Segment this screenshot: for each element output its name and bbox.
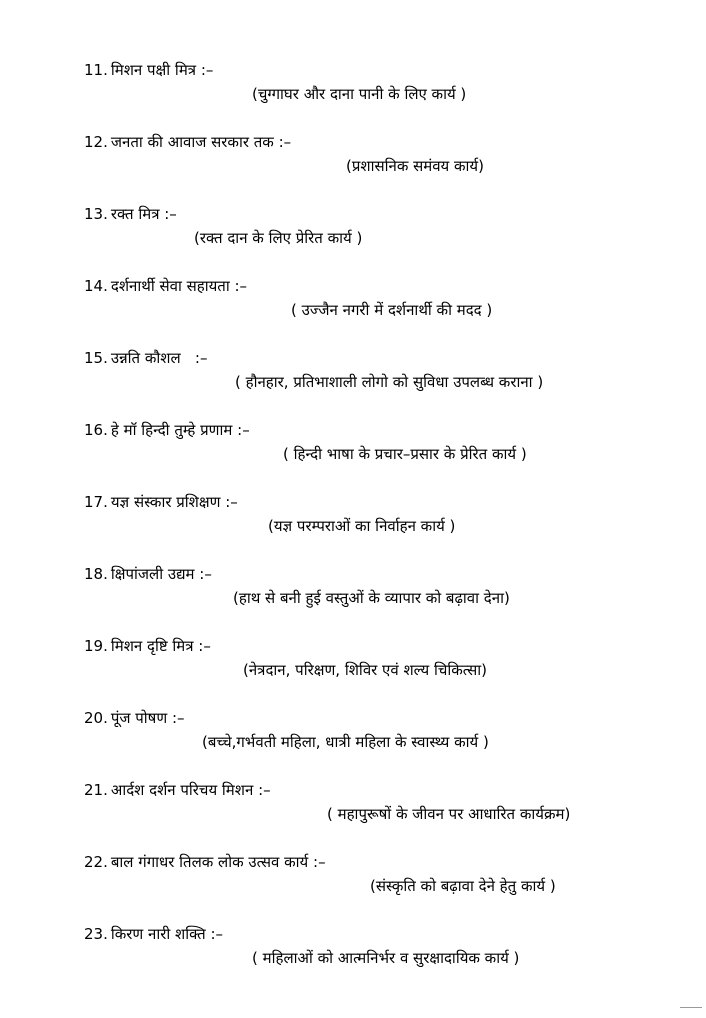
item-number: 23. <box>84 925 108 943</box>
list-item-11 <box>0 60 706 132</box>
list-item-14 <box>0 276 706 348</box>
list-item-15 <box>0 348 706 420</box>
item-number: 12. <box>84 133 108 151</box>
item-title: बाल गंगाधर तिलक लोक उत्सव कार्य :– <box>110 853 326 871</box>
item-description: (नेत्रदान, परिक्षण, शिविर एवं शल्य चिकित्सा) <box>243 661 487 679</box>
list-item-20 <box>0 708 706 780</box>
item-number: 18. <box>84 565 108 583</box>
item-description: (रक्त दान के लिए प्रेरित कार्य ) <box>194 229 363 247</box>
list-item-18 <box>0 564 706 636</box>
item-number: 22. <box>84 853 108 871</box>
item-heading <box>84 420 250 440</box>
item-number: 21. <box>84 781 108 799</box>
item-heading <box>84 852 326 872</box>
item-description: (यज्ञ परम्पराओं का निर्वाहन कार्य ) <box>268 517 456 535</box>
item-title: हे मॉ हिन्दी तुम्हे प्रणाम :– <box>110 421 250 439</box>
item-description: ( हिन्दी भाषा के प्रचार–प्रसार के प्रेरित कार्य ) <box>283 445 527 463</box>
item-title: आर्दश दर्शन परिचय मिशन :– <box>110 781 271 799</box>
item-title: मिशन पक्षी मित्र :– <box>110 61 214 79</box>
item-title: उन्नति कौशल :– <box>110 349 208 367</box>
item-title: मिशन दृष्टि मित्र :– <box>110 637 211 655</box>
item-number: 14. <box>84 277 108 295</box>
list-item-21 <box>0 780 706 852</box>
item-description: ( उज्जैन नगरी में दर्शनार्थी की मदद ) <box>291 301 493 319</box>
list-item-12 <box>0 132 706 204</box>
item-description: ( महापुरूषों के जीवन पर आधारित कार्यक्रम) <box>327 805 571 823</box>
item-title: किरण नारी शक्ति :– <box>110 925 224 943</box>
item-heading <box>84 780 271 800</box>
item-heading <box>84 564 212 584</box>
item-heading <box>84 348 207 368</box>
item-description: (चुग्गाघर और दाना पानी के लिए कार्य ) <box>252 85 467 103</box>
list-item-16 <box>0 420 706 492</box>
list-item-13 <box>0 204 706 276</box>
item-number: 15. <box>84 349 108 367</box>
item-title: पूंज पोषण :– <box>110 709 185 727</box>
item-description: (संस्कृति को बढ़ावा देने हेतु कार्य ) <box>370 877 556 895</box>
item-description: (प्रशासनिक समंवय कार्य) <box>346 157 484 175</box>
item-heading <box>84 924 223 944</box>
item-number: 17. <box>84 493 108 511</box>
item-title: रक्त मित्र :– <box>110 205 177 223</box>
list-item-19 <box>0 636 706 708</box>
item-number: 13. <box>84 205 108 223</box>
item-description: ( महिलाओं को आत्मनिर्भर व सुरक्षादायिक कार्य ) <box>252 949 520 967</box>
item-heading <box>84 492 238 512</box>
list-item-17 <box>0 492 706 564</box>
item-number: 11. <box>84 61 108 79</box>
page-edge-mark <box>680 1007 702 1008</box>
item-description: ( हौनहार, प्रतिभाशाली लोगो को सुविधा उपलब्ध कराना ) <box>235 373 544 391</box>
list-item-23 <box>0 924 706 996</box>
item-heading <box>84 276 247 296</box>
item-number: 16. <box>84 421 108 439</box>
item-number: 20. <box>84 709 108 727</box>
item-heading <box>84 60 213 80</box>
item-heading <box>84 204 177 224</box>
item-title: दर्शनार्थी सेवा सहायता :– <box>110 277 248 295</box>
item-title: जनता की आवाज सरकार तक :– <box>110 133 292 151</box>
item-heading <box>84 708 185 728</box>
item-description: (हाथ से बनी हुई वस्तुओं के व्यापार को बढ़ावा देना) <box>233 589 510 607</box>
item-heading <box>84 132 291 152</box>
list-item-22 <box>0 852 706 924</box>
item-number: 19. <box>84 637 108 655</box>
item-heading <box>84 636 211 656</box>
item-description: (बच्चे,गर्भवती महिला, धात्री महिला के स्वास्थ्य कार्य ) <box>202 733 489 751</box>
item-title: क्षिपांजली उद्यम :– <box>110 565 212 583</box>
item-title: यज्ञ संस्कार प्रशिक्षण :– <box>110 493 238 511</box>
